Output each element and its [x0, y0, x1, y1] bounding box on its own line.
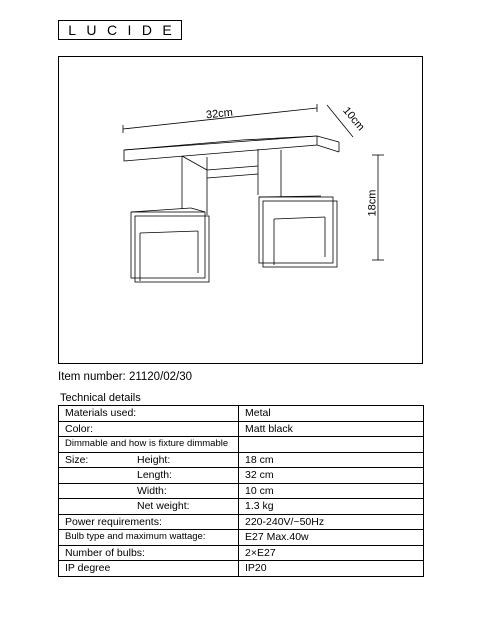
item-number: Item number: 21120/02/30: [58, 371, 193, 383]
spec-row-color: [59, 421, 424, 437]
logo-letter: I: [127, 22, 132, 38]
spec-row-bulb-type: [59, 530, 424, 546]
spec-value: IP20: [239, 561, 424, 577]
spec-value: Matt black: [239, 421, 424, 437]
logo-letter: E: [162, 22, 172, 38]
spec-sublabel: Height:: [137, 453, 171, 466]
spec-label: Size:: [65, 453, 89, 466]
spec-row-height: [59, 452, 424, 468]
height-dimension-label: 18cm: [366, 189, 379, 217]
depth-dimension-label: 10cm: [340, 104, 367, 134]
spec-value: 2×E27: [239, 545, 424, 561]
spec-value: E27 Max.40w: [239, 530, 424, 546]
logo-letter: U: [86, 22, 97, 38]
spec-label: Power requirements:: [59, 514, 239, 530]
spec-sublabel: Length:: [137, 469, 173, 482]
spec-value: 220-240V/~50Hz: [239, 514, 424, 530]
spec-value: 18 cm: [239, 452, 424, 468]
spec-sublabel: Width:: [137, 484, 167, 497]
technical-details-table: [58, 405, 424, 577]
spec-label: [65, 499, 137, 513]
spec-value: Metal: [239, 406, 424, 422]
spec-row-length: [59, 468, 424, 484]
spec-label: Color:: [59, 421, 239, 437]
spec-sublabel: Net weight:: [137, 500, 190, 513]
technical-details-title: Technical details: [60, 392, 141, 404]
lucide-logo: [58, 20, 182, 40]
spec-label: Materials used:: [59, 406, 239, 422]
spec-value: 10 cm: [239, 483, 424, 499]
logo-letter: L: [68, 22, 76, 38]
spec-value: [239, 437, 424, 453]
spec-value: 32 cm: [239, 468, 424, 484]
spec-label: [65, 484, 137, 498]
spec-label: [65, 468, 137, 482]
spec-row-materials: [59, 406, 424, 422]
spec-label: Dimmable and how is fixture dimmable: [59, 437, 239, 453]
spec-label: Bulb type and maximum wattage:: [59, 530, 239, 546]
spec-row-net-weight: [59, 499, 424, 515]
logo-letter: D: [141, 22, 152, 38]
spec-row-width: [59, 483, 424, 499]
length-dimension-label: 32cm: [205, 106, 234, 122]
logo-letter: C: [106, 22, 118, 38]
spec-value: 1.3 kg: [239, 499, 424, 515]
spec-label: IP degree: [59, 561, 239, 577]
spec-row-power: [59, 514, 424, 530]
spec-label: Number of bulbs:: [59, 545, 239, 561]
technical-drawing: [58, 56, 423, 364]
spec-row-number-of-bulbs: [59, 545, 424, 561]
spec-row-ip-degree: [59, 561, 424, 577]
spec-row-dimmable: [59, 437, 424, 453]
